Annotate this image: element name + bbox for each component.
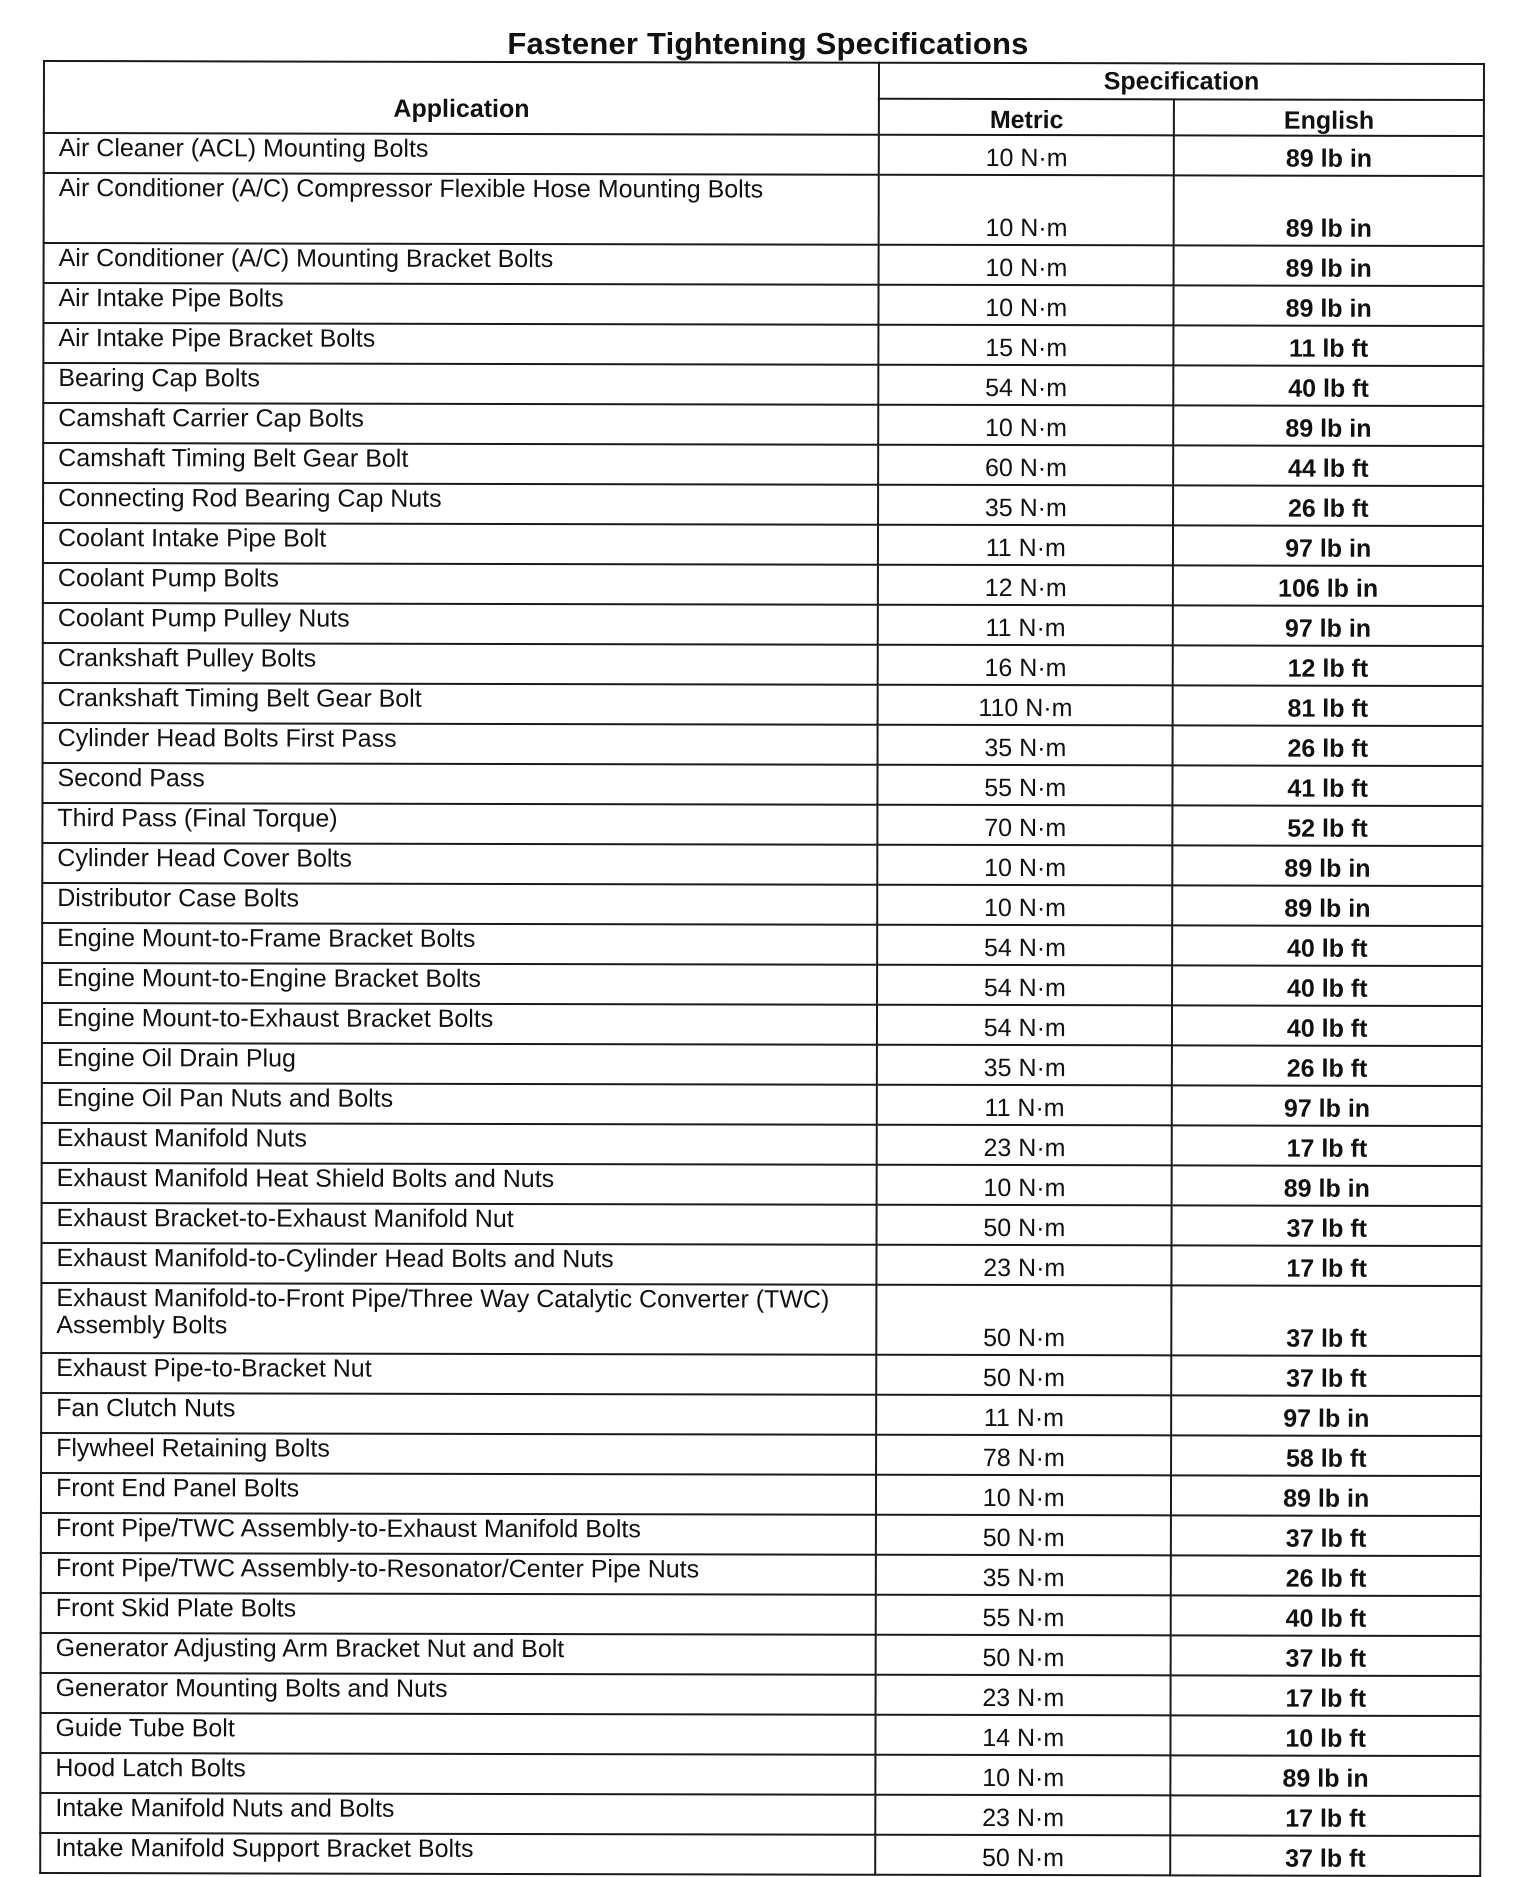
table-row bbox=[43, 603, 1483, 646]
application-cell: Generator Mounting Bolts and Nuts bbox=[41, 1673, 876, 1715]
table-row bbox=[41, 1593, 1481, 1636]
english-cell: 89 lb in bbox=[1173, 845, 1483, 886]
metric-cell: 50 N·m bbox=[875, 1835, 1170, 1876]
english-cell: 37 lb ft bbox=[1171, 1515, 1481, 1556]
application-cell: Fan Clutch Nuts bbox=[41, 1393, 876, 1435]
table-row bbox=[40, 1753, 1480, 1796]
metric-cell: 23 N·m bbox=[876, 1675, 1171, 1716]
application-cell: Air Cleaner (ACL) Mounting Bolts bbox=[44, 133, 879, 175]
english-cell: 97 lb in bbox=[1173, 525, 1483, 566]
application-cell: Intake Manifold Nuts and Bolts bbox=[40, 1793, 875, 1835]
application-cell: Front Pipe/TWC Assembly-to-Exhaust Manifold Bolts bbox=[41, 1513, 876, 1555]
table-row bbox=[43, 643, 1483, 686]
metric-cell: 110 N·m bbox=[878, 685, 1173, 726]
metric-cell: 70 N·m bbox=[878, 805, 1173, 846]
metric-cell: 35 N·m bbox=[876, 1555, 1171, 1596]
metric-cell: 35 N·m bbox=[878, 485, 1173, 526]
table-row bbox=[41, 1283, 1481, 1356]
metric-cell: 60 N·m bbox=[878, 445, 1173, 486]
table-row bbox=[42, 963, 1482, 1006]
application-cell: Third Pass (Final Torque) bbox=[42, 803, 877, 845]
table-row bbox=[42, 1203, 1482, 1246]
metric-cell: 11 N·m bbox=[878, 605, 1173, 646]
table-row bbox=[42, 1003, 1482, 1046]
application-cell: Flywheel Retaining Bolts bbox=[41, 1433, 876, 1475]
metric-column-header: Metric bbox=[879, 99, 1174, 136]
metric-cell: 23 N·m bbox=[877, 1125, 1172, 1166]
metric-cell: 10 N·m bbox=[876, 1755, 1171, 1796]
table-row bbox=[41, 1473, 1481, 1516]
metric-cell: 10 N·m bbox=[878, 405, 1173, 446]
english-cell: 37 lb ft bbox=[1171, 1635, 1481, 1676]
english-cell: 17 lb ft bbox=[1171, 1795, 1481, 1836]
application-cell: Engine Mount-to-Frame Bracket Bolts bbox=[42, 923, 877, 965]
page-title: Fastener Tightening Specifications bbox=[507, 26, 1029, 61]
english-cell: 89 lb in bbox=[1174, 245, 1484, 286]
table-row bbox=[41, 1243, 1481, 1286]
metric-cell: 23 N·m bbox=[875, 1795, 1170, 1836]
metric-cell: 54 N·m bbox=[877, 1005, 1172, 1046]
table-row bbox=[41, 1553, 1481, 1596]
english-cell: 12 lb ft bbox=[1173, 645, 1483, 686]
application-cell: Second Pass bbox=[42, 763, 877, 805]
english-cell: 40 lb ft bbox=[1171, 1595, 1481, 1636]
table-row bbox=[41, 1393, 1481, 1436]
table-row bbox=[43, 443, 1483, 486]
metric-cell: 50 N·m bbox=[877, 1205, 1172, 1246]
metric-cell: 55 N·m bbox=[878, 765, 1173, 806]
metric-cell: 50 N·m bbox=[876, 1635, 1171, 1676]
table-row bbox=[43, 723, 1483, 766]
application-cell: Front Pipe/TWC Assembly-to-Resonator/Center Pipe Nuts bbox=[41, 1553, 876, 1595]
metric-cell: 10 N·m bbox=[879, 245, 1174, 286]
application-cell: Engine Oil Drain Plug bbox=[42, 1043, 877, 1085]
english-cell: 26 lb ft bbox=[1172, 1045, 1482, 1086]
application-cell: Exhaust Manifold Nuts bbox=[42, 1123, 877, 1165]
english-cell: 89 lb in bbox=[1171, 1755, 1481, 1796]
table-row bbox=[42, 1043, 1482, 1086]
english-cell: 44 lb ft bbox=[1174, 445, 1484, 486]
metric-cell: 50 N·m bbox=[876, 1355, 1171, 1396]
english-cell: 37 lb ft bbox=[1172, 1205, 1482, 1246]
english-cell: 89 lb in bbox=[1172, 1165, 1482, 1206]
table-row bbox=[41, 1433, 1481, 1476]
metric-cell: 14 N·m bbox=[876, 1715, 1171, 1756]
english-cell: 89 lb in bbox=[1171, 1475, 1481, 1516]
application-cell: Engine Mount-to-Exhaust Bracket Bolts bbox=[42, 1003, 877, 1045]
english-cell: 81 lb ft bbox=[1173, 685, 1483, 726]
metric-cell: 10 N·m bbox=[879, 135, 1174, 176]
metric-cell: 10 N·m bbox=[877, 885, 1172, 926]
english-cell: 97 lb in bbox=[1172, 1085, 1482, 1126]
metric-cell: 10 N·m bbox=[877, 1165, 1172, 1206]
metric-cell: 15 N·m bbox=[879, 325, 1174, 366]
metric-cell: 10 N·m bbox=[879, 285, 1174, 326]
application-cell: Air Conditioner (A/C) Compressor Flexible Hose Mounting Bolts bbox=[44, 173, 879, 245]
fastener-spec-table bbox=[39, 60, 1485, 1877]
application-cell: Coolant Pump Bolts bbox=[43, 563, 878, 605]
table-row bbox=[43, 523, 1483, 566]
table-row bbox=[41, 1633, 1481, 1676]
english-cell: 40 lb ft bbox=[1174, 365, 1484, 406]
table-row bbox=[43, 323, 1483, 366]
application-cell: Camshaft Timing Belt Gear Bolt bbox=[43, 443, 878, 485]
table-row bbox=[42, 923, 1482, 966]
application-cell: Coolant Pump Pulley Nuts bbox=[43, 603, 878, 645]
english-cell: 37 lb ft bbox=[1172, 1285, 1482, 1356]
application-cell: Crankshaft Timing Belt Gear Bolt bbox=[43, 683, 878, 725]
english-cell: 17 lb ft bbox=[1172, 1245, 1482, 1286]
english-cell: 40 lb ft bbox=[1172, 1005, 1482, 1046]
table-row bbox=[42, 763, 1482, 806]
metric-cell: 50 N·m bbox=[876, 1285, 1171, 1356]
english-cell: 58 lb ft bbox=[1171, 1435, 1481, 1476]
table-row bbox=[42, 883, 1482, 926]
application-cell: Coolant Intake Pipe Bolt bbox=[43, 523, 878, 565]
application-cell: Bearing Cap Bolts bbox=[43, 363, 878, 405]
table-row bbox=[41, 1513, 1481, 1556]
english-cell: 37 lb ft bbox=[1172, 1355, 1482, 1396]
english-cell: 26 lb ft bbox=[1171, 1555, 1481, 1596]
table-row bbox=[42, 1163, 1482, 1206]
specification-column-header: Specification bbox=[879, 63, 1484, 100]
table-row bbox=[41, 1673, 1481, 1716]
english-cell: 40 lb ft bbox=[1172, 925, 1482, 966]
application-cell: Air Intake Pipe Bracket Bolts bbox=[43, 323, 878, 365]
application-cell: Cylinder Head Bolts First Pass bbox=[43, 723, 878, 765]
table-row bbox=[42, 1083, 1482, 1126]
application-cell: Hood Latch Bolts bbox=[40, 1753, 875, 1795]
application-cell: Camshaft Carrier Cap Bolts bbox=[43, 403, 878, 445]
metric-cell: 16 N·m bbox=[878, 645, 1173, 686]
english-cell: 10 lb ft bbox=[1171, 1715, 1481, 1756]
english-cell: 17 lb ft bbox=[1172, 1125, 1482, 1166]
application-cell: Exhaust Bracket-to-Exhaust Manifold Nut bbox=[42, 1203, 877, 1245]
metric-cell: 11 N·m bbox=[876, 1395, 1171, 1436]
english-cell: 97 lb in bbox=[1173, 605, 1483, 646]
table-row bbox=[40, 1793, 1480, 1836]
metric-cell: 54 N·m bbox=[878, 365, 1173, 406]
application-cell: Distributor Case Bolts bbox=[42, 883, 877, 925]
english-cell: 41 lb ft bbox=[1173, 765, 1483, 806]
table-row bbox=[43, 483, 1483, 526]
english-cell: 89 lb in bbox=[1174, 285, 1484, 326]
english-cell: 17 lb ft bbox=[1171, 1675, 1481, 1716]
table-row bbox=[43, 563, 1483, 606]
table-row bbox=[43, 363, 1483, 406]
metric-cell: 78 N·m bbox=[876, 1435, 1171, 1476]
english-cell: 89 lb in bbox=[1173, 885, 1483, 926]
application-cell: Exhaust Manifold Heat Shield Bolts and Nuts bbox=[42, 1163, 877, 1205]
english-cell: 26 lb ft bbox=[1173, 725, 1483, 766]
table-row bbox=[44, 173, 1484, 246]
metric-cell: 35 N·m bbox=[877, 1045, 1172, 1086]
table-row bbox=[42, 803, 1482, 846]
metric-cell: 35 N·m bbox=[878, 725, 1173, 766]
table-row bbox=[40, 1713, 1480, 1756]
metric-cell: 54 N·m bbox=[877, 965, 1172, 1006]
english-column-header: English bbox=[1174, 99, 1484, 136]
metric-cell: 11 N·m bbox=[877, 1085, 1172, 1126]
english-cell: 97 lb in bbox=[1172, 1395, 1482, 1436]
table-row bbox=[40, 1833, 1480, 1876]
table-row bbox=[43, 283, 1483, 326]
english-cell: 89 lb in bbox=[1174, 135, 1484, 176]
application-cell: Guide Tube Bolt bbox=[40, 1713, 875, 1755]
table-row bbox=[43, 403, 1483, 446]
table-row bbox=[44, 243, 1484, 286]
english-cell: 106 lb in bbox=[1173, 565, 1483, 606]
english-cell: 26 lb ft bbox=[1173, 485, 1483, 526]
application-cell: Crankshaft Pulley Bolts bbox=[43, 643, 878, 685]
metric-cell: 11 N·m bbox=[878, 525, 1173, 566]
metric-cell: 10 N·m bbox=[876, 1475, 1171, 1516]
metric-cell: 55 N·m bbox=[876, 1595, 1171, 1636]
table-row bbox=[41, 1353, 1481, 1396]
table-row bbox=[43, 683, 1483, 726]
table-row bbox=[44, 133, 1484, 176]
english-cell: 89 lb in bbox=[1174, 175, 1484, 246]
application-cell: Exhaust Pipe-to-Bracket Nut bbox=[41, 1353, 876, 1395]
application-cell: Intake Manifold Support Bracket Bolts bbox=[40, 1833, 875, 1875]
application-cell: Front End Panel Bolts bbox=[41, 1473, 876, 1515]
english-cell: 40 lb ft bbox=[1172, 965, 1482, 1006]
application-cell: Exhaust Manifold-to-Front Pipe/Three Way Catalytic Converter (TWC) Assembly Bolts bbox=[41, 1283, 876, 1355]
metric-cell: 10 N·m bbox=[877, 845, 1172, 886]
table-row bbox=[42, 843, 1482, 886]
english-cell: 11 lb ft bbox=[1174, 325, 1484, 366]
application-cell: Engine Oil Pan Nuts and Bolts bbox=[42, 1083, 877, 1125]
metric-cell: 12 N·m bbox=[878, 565, 1173, 606]
application-cell: Exhaust Manifold-to-Cylinder Head Bolts and Nuts bbox=[41, 1243, 876, 1285]
application-cell: Connecting Rod Bearing Cap Nuts bbox=[43, 483, 878, 525]
english-cell: 89 lb in bbox=[1174, 405, 1484, 446]
application-column-header: Application bbox=[44, 61, 879, 135]
application-cell: Cylinder Head Cover Bolts bbox=[42, 843, 877, 885]
metric-cell: 23 N·m bbox=[877, 1245, 1172, 1286]
english-cell: 37 lb ft bbox=[1171, 1835, 1481, 1876]
application-cell: Air Intake Pipe Bolts bbox=[43, 283, 878, 325]
metric-cell: 50 N·m bbox=[876, 1515, 1171, 1556]
english-cell: 52 lb ft bbox=[1173, 805, 1483, 846]
metric-cell: 54 N·m bbox=[877, 925, 1172, 966]
metric-cell: 10 N·m bbox=[879, 175, 1174, 246]
application-cell: Engine Mount-to-Engine Bracket Bolts bbox=[42, 963, 877, 1005]
spec-table-body bbox=[40, 133, 1484, 1876]
table-row bbox=[42, 1123, 1482, 1166]
application-cell: Front Skid Plate Bolts bbox=[41, 1593, 876, 1635]
application-cell: Generator Adjusting Arm Bracket Nut and Bolt bbox=[41, 1633, 876, 1675]
application-cell: Air Conditioner (A/C) Mounting Bracket Bolts bbox=[44, 243, 879, 285]
